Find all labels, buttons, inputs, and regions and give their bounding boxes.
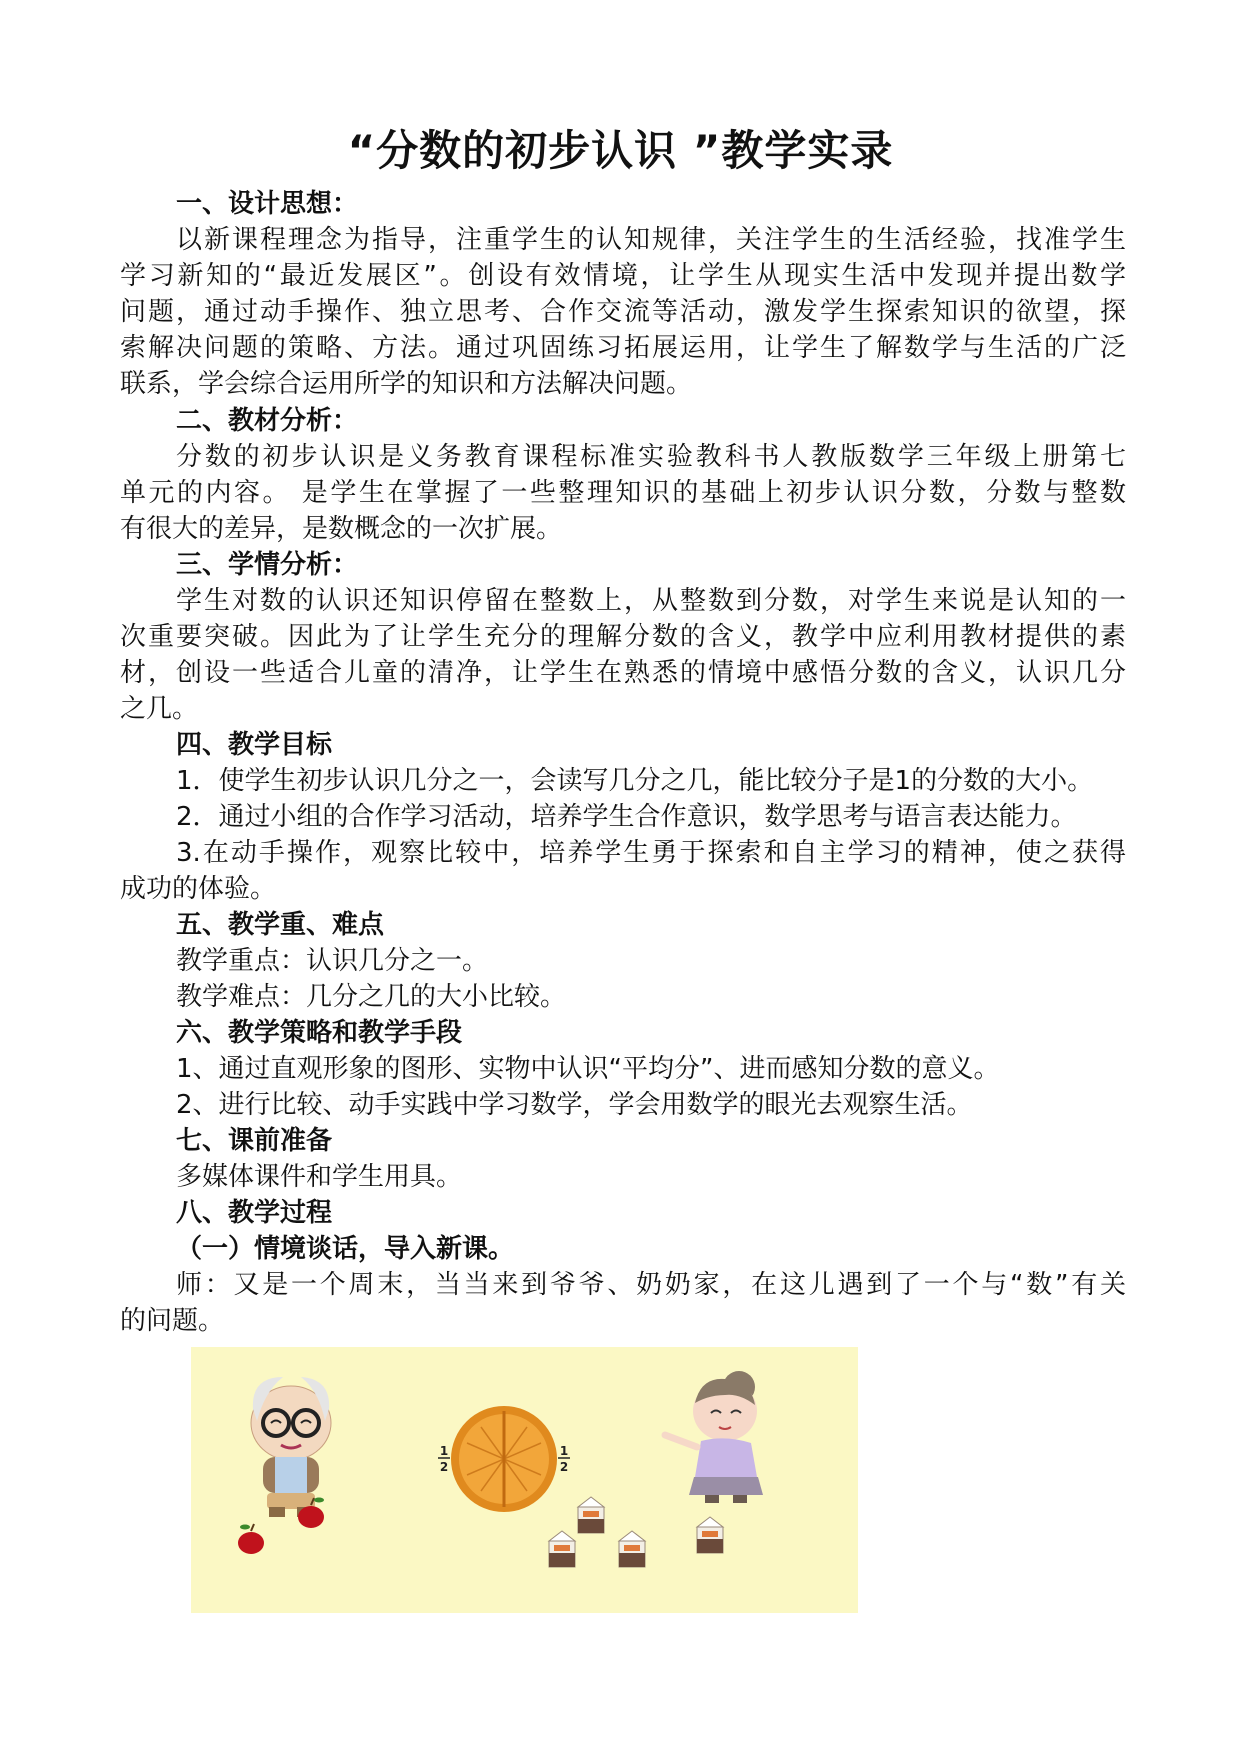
paragraph-line: 有很大的差异，是数概念的一次扩展。 <box>120 514 563 544</box>
subsection-heading-situation: （一）情境谈话，导入新课。 <box>176 1234 515 1264</box>
strategy-item-1: 1、通过直观形象的图形、实物中认识“平均分”、进而感知分数的意义。 <box>176 1054 1000 1084</box>
paragraph-line: 师：又是一个周末，当当来到爷爷、奶奶家，在这儿遇到了一个与“数”有关 <box>176 1270 1126 1300</box>
fraction-numerator-left: 1 <box>439 1444 449 1458</box>
section-heading-teaching-goals: 四、教学目标 <box>176 730 333 760</box>
fraction-numerator-right: 1 <box>559 1444 569 1458</box>
section-heading-preparation: 七、课前准备 <box>176 1126 333 1156</box>
grandma-figure <box>665 1371 763 1503</box>
paragraph-line: 材，创设一些适合儿童的清净，让学生在熟悉的情境中感悟分数的含义，认识几分 <box>120 658 1126 688</box>
paragraph-line: 的问题。 <box>120 1306 225 1336</box>
paragraph-line: 学习新知的“最近发展区”。创设有效情境，让学生从现实生活中发现并提出数学 <box>120 261 1126 291</box>
goal-item-1: 1．使学生初步认识几分之一，会读写几分之几，能比较分子是1的分数的大小。 <box>176 766 1094 796</box>
mooncake-icon <box>438 1406 570 1512</box>
milk-carton-icon <box>549 1531 575 1567</box>
apple-icon <box>238 1524 264 1554</box>
document-title: “分数的初步认识 ”教学实录 <box>347 126 894 175</box>
goal-item-3: 3.在动手操作，观察比较中，培养学生勇于探索和自主学习的精神，使之获得 <box>176 838 1126 868</box>
section-heading-material-analysis: 二、教材分析： <box>176 406 359 436</box>
paragraph-line: 联系，学会综合运用所学的知识和方法解决问题。 <box>120 369 693 399</box>
paragraph-line: 问题，通过动手操作、独立思考、合作交流等活动，激发学生探索知识的欲望，探 <box>120 297 1126 327</box>
paragraph-line: 次重要突破。因此为了让学生充分的理解分数的含义，教学中应利用教材提供的素 <box>120 622 1126 652</box>
lesson-illustration <box>191 1347 858 1613</box>
paragraph-line: 分数的初步认识是义务教育课程标准实验教科书人教版数学三年级上册第七 <box>176 442 1126 472</box>
paragraph-line: 单元的内容。 是学生在掌握了一些整理知识的基础上初步认识分数，分数与整数 <box>120 478 1126 508</box>
grandpa-figure <box>251 1377 331 1517</box>
goal-item-2: 2．通过小组的合作学习活动，培养学生合作意识，数学思考与语言表达能力。 <box>176 802 1077 832</box>
milk-carton-icon <box>619 1531 645 1567</box>
paragraph-line: 学生对数的认识还知识停留在整数上，从整数到分数，对学生来说是认知的一 <box>176 586 1126 616</box>
strategy-item-2: 2、进行比较、动手实践中学习数学，学会用数学的眼光去观察生活。 <box>176 1090 973 1120</box>
section-heading-key-points: 五、教学重、难点 <box>176 910 385 940</box>
paragraph-line: 以新课程理念为指导，注重学生的认知规律，关注学生的生活经验，找准学生 <box>176 225 1126 255</box>
section-heading-teaching-process: 八、教学过程 <box>176 1198 333 1228</box>
milk-carton-icon <box>697 1517 723 1553</box>
section-heading-design-idea: 一、设计思想： <box>176 189 359 219</box>
fraction-denominator-left: 2 <box>439 1460 449 1474</box>
milk-carton-icon <box>578 1497 604 1533</box>
key-point-line: 教学重点：认识几分之一。 <box>176 946 489 976</box>
section-heading-learner-analysis: 三、学情分析： <box>176 550 359 580</box>
difficult-point-line: 教学难点：几分之几的大小比较。 <box>176 982 567 1012</box>
fraction-denominator-right: 2 <box>559 1460 569 1474</box>
section-heading-strategy: 六、教学策略和教学手段 <box>176 1018 463 1048</box>
paragraph-line: 之几。 <box>120 694 199 724</box>
paragraph-line: 索解决问题的策略、方法。通过巩固练习拓展运用，让学生了解数学与生活的广泛 <box>120 333 1126 363</box>
paragraph-line: 成功的体验。 <box>120 874 277 904</box>
preparation-line: 多媒体课件和学生用具。 <box>176 1162 463 1192</box>
